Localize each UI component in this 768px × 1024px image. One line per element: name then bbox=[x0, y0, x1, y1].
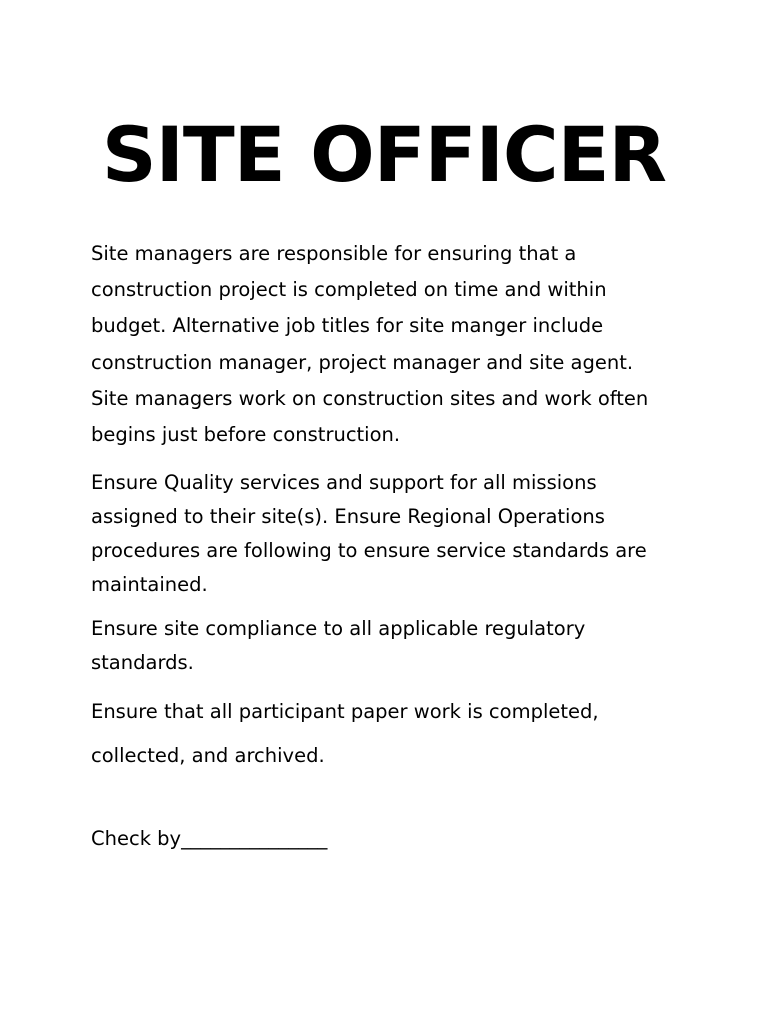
paragraph-line: Site managers work on construction sites and work often bbox=[91, 386, 649, 410]
paragraph-line: maintained. bbox=[91, 573, 208, 596]
check-by-signature-line: Check by_______________ bbox=[91, 827, 328, 850]
paragraph-quality-services bbox=[91, 466, 691, 602]
paragraph-line: collected, and archived. bbox=[91, 744, 325, 767]
paragraph-line: Site managers are responsible for ensuring that a bbox=[91, 242, 577, 265]
paragraph-site-managers bbox=[91, 236, 691, 453]
paragraph-line: construction manager, project manager and site agent. bbox=[91, 350, 634, 374]
paragraph-line: Ensure Quality services and support for all missions bbox=[91, 471, 597, 494]
paragraph-line: standards. bbox=[91, 651, 194, 674]
paragraph-site-compliance bbox=[91, 612, 691, 680]
paragraph-line: Ensure that all participant paper work is completed, bbox=[91, 700, 599, 723]
paragraph-line: construction project is completed on time and within bbox=[91, 278, 607, 302]
paragraph-paper-work bbox=[91, 690, 691, 778]
paragraph-line: begins just before construction. bbox=[91, 423, 401, 447]
paragraph-line: Ensure site compliance to all applicable regulatory bbox=[91, 617, 586, 640]
document-title: SITE OFFICER bbox=[101, 110, 667, 199]
paragraph-line: procedures are following to ensure service standards are bbox=[91, 539, 647, 562]
paragraph-line: assigned to their site(s). Ensure Regional Operations bbox=[91, 505, 605, 528]
paragraph-line: budget. Alternative job titles for site manger include bbox=[91, 314, 604, 338]
